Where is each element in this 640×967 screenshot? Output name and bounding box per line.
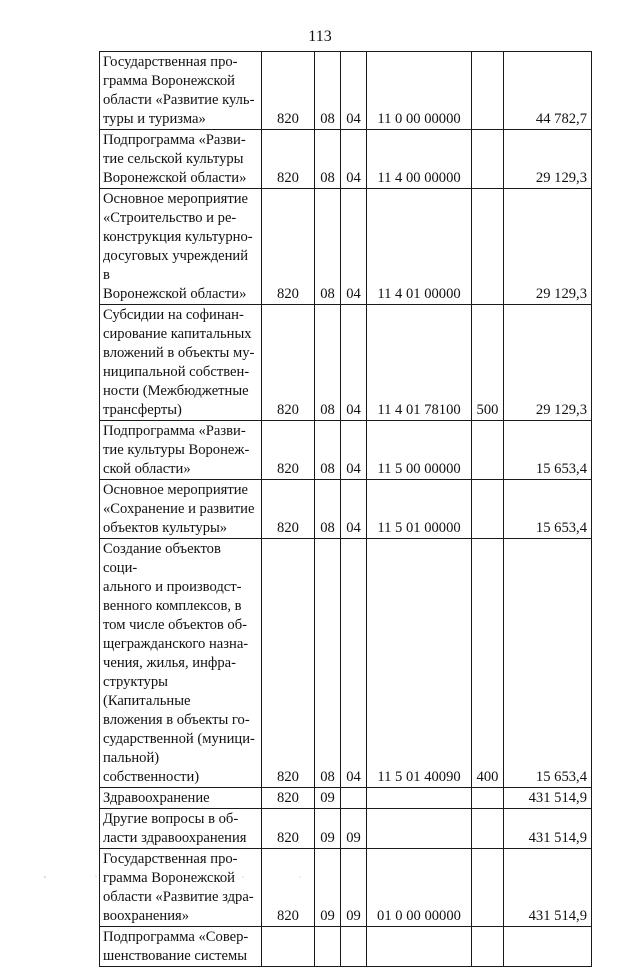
subsection-code-cell: 04 (341, 421, 367, 480)
target-article-code-cell: 11 4 00 00000 (367, 130, 472, 189)
ministry-code-cell: 820 (262, 130, 315, 189)
ministry-code-cell: 820 (262, 788, 315, 809)
ministry-code-cell: 820 (262, 189, 315, 305)
ministry-code-cell: 820 (262, 539, 315, 788)
table-row (100, 189, 592, 305)
table-row (100, 421, 592, 480)
section-code-cell: 09 (315, 809, 341, 849)
target-article-code-cell: 11 4 01 78100 (367, 305, 472, 421)
amount-cell (504, 927, 592, 967)
expense-type-code-cell: 400 (472, 539, 504, 788)
item-name-cell: Субсидии на софинан- сирование капитальных вложений в объекты му- ниципальной собствен- ности (Межбюджетные трансферты) (100, 305, 262, 421)
amount-cell: 44 782,7 (504, 52, 592, 130)
item-name-cell: Основное мероприятие «Сохранение и развитие объектов культуры» (100, 480, 262, 539)
page-number: 113 (308, 28, 332, 45)
item-name-cell: Другие вопросы в об- ласти здравоохранения (100, 809, 262, 849)
table-row (100, 788, 592, 809)
section-code-cell: 09 (315, 788, 341, 809)
scan-specks (30, 874, 330, 880)
target-article-code-cell: 11 5 01 40090 (367, 539, 472, 788)
item-name-cell: Подпрограмма «Разви- тие сельской культуры Воронежской области» (100, 130, 262, 189)
section-code-cell: 09 (315, 849, 341, 927)
item-name-cell: Подпрограмма «Разви- тие культуры Воронеж- ской области» (100, 421, 262, 480)
ministry-code-cell (262, 927, 315, 967)
ministry-code-cell: 820 (262, 809, 315, 849)
table-row (100, 480, 592, 539)
subsection-code-cell (341, 788, 367, 809)
expense-type-code-cell (472, 130, 504, 189)
section-code-cell: 08 (315, 189, 341, 305)
subsection-code-cell (341, 927, 367, 967)
subsection-code-cell: 04 (341, 130, 367, 189)
amount-cell: 29 129,3 (504, 189, 592, 305)
target-article-code-cell: 11 5 00 00000 (367, 421, 472, 480)
table-row (100, 809, 592, 849)
amount-cell: 29 129,3 (504, 305, 592, 421)
amount-cell: 15 653,4 (504, 421, 592, 480)
ministry-code-cell: 820 (262, 305, 315, 421)
target-article-code-cell (367, 809, 472, 849)
table-row (100, 130, 592, 189)
item-name-cell: Государственная про- грамма Воронежской области «Развитие здра- воохранения» (100, 849, 262, 927)
ministry-code-cell: 820 (262, 480, 315, 539)
subsection-code-cell: 04 (341, 52, 367, 130)
table-row (100, 305, 592, 421)
ministry-code-cell: 820 (262, 849, 315, 927)
item-name-cell: Создание объектов соци- ального и производст- венного комплексов, в том числе объектов об- щегражданского назна- чения, жилья, инфра- структуры (Капитальные вложения в объекты го- сударственной (муници- пальной) собственности) (100, 539, 262, 788)
subsection-code-cell: 04 (341, 480, 367, 539)
expense-type-code-cell (472, 788, 504, 809)
ministry-code-cell: 820 (262, 52, 315, 130)
subsection-code-cell: 04 (341, 539, 367, 788)
budget-table (99, 51, 592, 967)
subsection-code-cell: 09 (341, 809, 367, 849)
target-article-code-cell (367, 788, 472, 809)
item-name-cell: Здравоохранение (100, 788, 262, 809)
amount-cell: 431 514,9 (504, 809, 592, 849)
subsection-code-cell: 09 (341, 849, 367, 927)
target-article-code-cell: 11 0 00 00000 (367, 52, 472, 130)
ministry-code-cell: 820 (262, 421, 315, 480)
item-name-cell: Основное мероприятие «Строительство и ре- конструкция культурно- досуговых учреждений в Воронежской области» (100, 189, 262, 305)
amount-cell: 15 653,4 (504, 480, 592, 539)
expense-type-code-cell (472, 809, 504, 849)
target-article-code-cell: 01 0 00 00000 (367, 849, 472, 927)
item-name-cell: Государственная про- грамма Воронежской области «Развитие куль- туры и туризма» (100, 52, 262, 130)
expense-type-code-cell (472, 52, 504, 130)
expense-type-code-cell (472, 189, 504, 305)
expense-type-code-cell: 500 (472, 305, 504, 421)
section-code-cell: 08 (315, 539, 341, 788)
section-code-cell: 08 (315, 305, 341, 421)
table-row (100, 52, 592, 130)
section-code-cell: 08 (315, 52, 341, 130)
section-code-cell: 08 (315, 480, 341, 539)
expense-type-code-cell (472, 849, 504, 927)
subsection-code-cell: 04 (341, 305, 367, 421)
expense-type-code-cell (472, 480, 504, 539)
item-name-cell: Подпрограмма «Совер- шенствование системы (100, 927, 262, 967)
target-article-code-cell (367, 927, 472, 967)
table-row (100, 927, 592, 967)
table-row (100, 849, 592, 927)
table-row (100, 539, 592, 788)
amount-cell: 431 514,9 (504, 849, 592, 927)
section-code-cell: 08 (315, 421, 341, 480)
amount-cell: 29 129,3 (504, 130, 592, 189)
expense-type-code-cell (472, 421, 504, 480)
amount-cell: 431 514,9 (504, 788, 592, 809)
target-article-code-cell: 11 4 01 00000 (367, 189, 472, 305)
section-code-cell: 08 (315, 130, 341, 189)
amount-cell: 15 653,4 (504, 539, 592, 788)
expense-type-code-cell (472, 927, 504, 967)
section-code-cell (315, 927, 341, 967)
target-article-code-cell: 11 5 01 00000 (367, 480, 472, 539)
subsection-code-cell: 04 (341, 189, 367, 305)
